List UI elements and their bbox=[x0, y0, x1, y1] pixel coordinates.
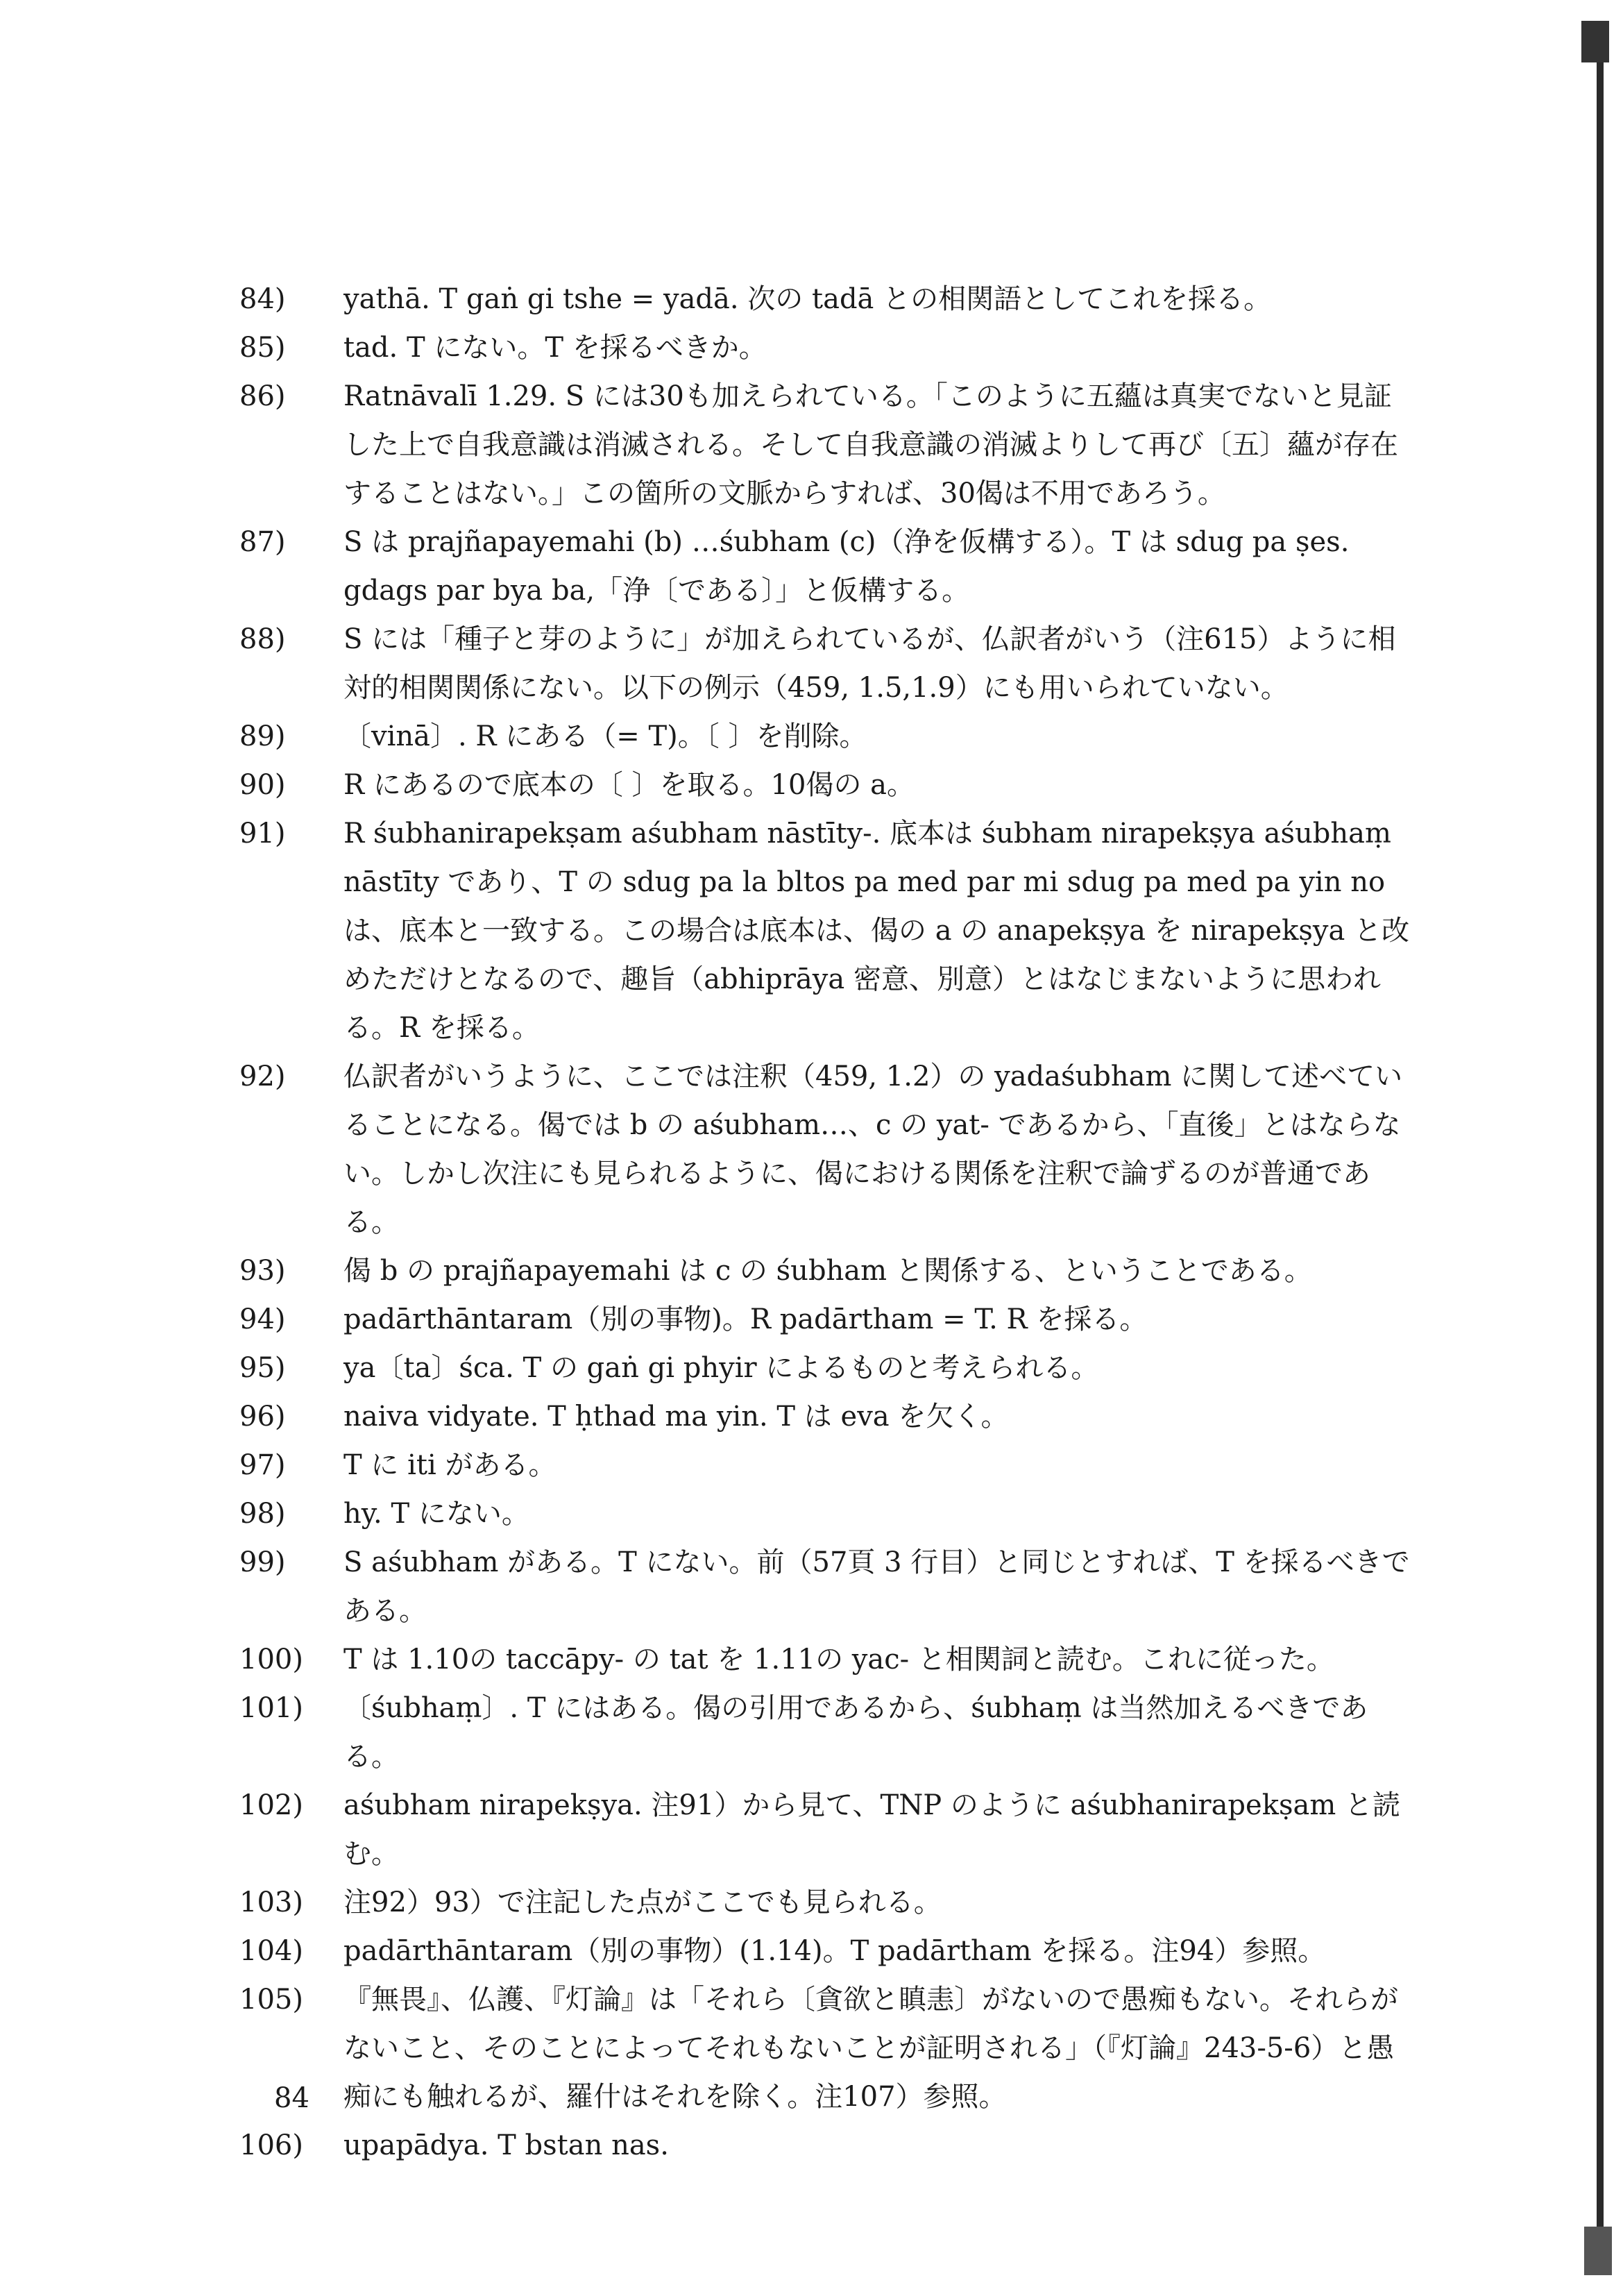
note-number: 92) bbox=[239, 1061, 286, 1092]
note-100 bbox=[239, 1635, 1419, 1684]
binding-edge-top bbox=[1581, 21, 1609, 62]
note-94 bbox=[239, 1295, 1419, 1344]
note-number: 90) bbox=[239, 769, 286, 801]
note-number: 98) bbox=[239, 1498, 286, 1530]
note-text: S は prajñapayemahi (b) …śubham (c)（浄を仮構する）。T は sdug pa ṣes. gdags par bya ba,「浄〔である〕」と仮構する。 bbox=[343, 526, 1350, 607]
note-text: S aśubham がある。T にない。前（57頁 3 行目）と同じとすれば、T を採るべきである。 bbox=[343, 1546, 1410, 1627]
note-number: 96) bbox=[239, 1401, 286, 1433]
note-93 bbox=[239, 1247, 1419, 1295]
note-87 bbox=[239, 518, 1419, 615]
note-103 bbox=[239, 1878, 1419, 1927]
binding-edge-shadow bbox=[1597, 21, 1604, 2263]
note-text: R にあるので底本の〔 〕を取る。10偈の a。 bbox=[343, 769, 915, 801]
note-number: 101) bbox=[239, 1692, 303, 1724]
note-text: Ratnāvalī 1.29. S には30も加えられている。「このように五蘊は真実でないと見証した上で自我意識は消滅される。そして自我意識の消滅よりして再び〔五〕蘊が存在することはない。」この箇所の文脈からすれば、30偈は不用であろう。 bbox=[343, 380, 1398, 509]
note-text: 偈 b の prajñapayemahi は c の śubham と関係する、ということである。 bbox=[343, 1255, 1312, 1287]
note-text: upapādya. T bstan nas. bbox=[343, 2129, 669, 2161]
note-91 bbox=[239, 809, 1419, 1052]
note-text: padārthāntaram（別の事物)。R padārtham = T. R を採る。 bbox=[343, 1303, 1148, 1335]
note-text: naiva vidyate. T ḥthad ma yin. T は eva を欠く。 bbox=[343, 1401, 1009, 1433]
note-90 bbox=[239, 761, 1419, 809]
page-number: 84 bbox=[274, 2082, 309, 2114]
note-number: 84) bbox=[239, 283, 286, 315]
note-number: 85) bbox=[239, 332, 286, 364]
note-text: 〔śubhaṃ〕. T にはある。偈の引用であるから、śubhaṃ は当然加えるべきである。 bbox=[343, 1692, 1368, 1773]
note-number: 100) bbox=[239, 1644, 303, 1675]
note-88 bbox=[239, 615, 1419, 712]
note-number: 99) bbox=[239, 1546, 286, 1578]
note-text: 〔vinā〕. R にある（= T)。〔 〕を削除。 bbox=[343, 720, 867, 752]
note-98 bbox=[239, 1489, 1419, 1538]
note-89 bbox=[239, 712, 1419, 761]
note-106 bbox=[239, 2121, 1419, 2170]
note-text: T は 1.10の taccāpy- の tat を 1.11の yac- と相関詞と読む。これに従った。 bbox=[343, 1644, 1334, 1675]
note-text: yathā. T gaṅ gi tshe = yadā. 次の tadā との相関語としてこれを採る。 bbox=[343, 283, 1272, 315]
note-number: 91) bbox=[239, 818, 286, 850]
note-105 bbox=[239, 1975, 1419, 2121]
note-text: 『無畏』、仏護、『灯論』は「それら〔貪欲と瞋恚〕がないので愚痴もない。それらがないこと、そのことによってそれもないことが証明される」（『灯論』243-5-6）と愚痴にも触れるが、羅什はそれを除く。注107）参照。 bbox=[343, 1984, 1398, 2113]
note-number: 87) bbox=[239, 526, 286, 558]
note-95 bbox=[239, 1344, 1419, 1392]
note-86 bbox=[239, 372, 1419, 518]
note-104 bbox=[239, 1927, 1419, 1975]
note-text: hy. T にない。 bbox=[343, 1498, 529, 1530]
note-number: 97) bbox=[239, 1449, 286, 1481]
note-number: 95) bbox=[239, 1352, 286, 1384]
note-number: 89) bbox=[239, 720, 286, 752]
note-85 bbox=[239, 323, 1419, 372]
note-number: 103) bbox=[239, 1886, 303, 1918]
note-number: 105) bbox=[239, 1984, 303, 2016]
note-number: 93) bbox=[239, 1255, 286, 1287]
note-number: 88) bbox=[239, 623, 286, 655]
note-text: 仏訳者がいうように、ここでは注釈（459, 1.2）の yadaśubham に関して述べていることになる。偈では b の aśubham…、c の yat- であるから、「直後」とはならない。しかし次注にも見られるように、偈における関係を注釈で論ずるのが普通である。 bbox=[343, 1061, 1403, 1238]
note-text: aśubham nirapekṣya. 注91）から見て、TNP のように aśubhanirapekṣam と読む。 bbox=[343, 1789, 1400, 1870]
note-84 bbox=[239, 275, 1419, 323]
note-text: 注92）93）で注記した点がここでも見られる。 bbox=[343, 1886, 942, 1918]
note-number: 86) bbox=[239, 380, 286, 412]
note-92 bbox=[239, 1052, 1419, 1247]
note-text: ya〔ta〕śca. T の gaṅ gi phyir によるものと考えられる。 bbox=[343, 1352, 1099, 1384]
note-text: T に iti がある。 bbox=[343, 1449, 556, 1481]
binding-edge-bottom bbox=[1584, 2227, 1612, 2275]
notes-list bbox=[239, 275, 1419, 2170]
note-96 bbox=[239, 1392, 1419, 1441]
note-99 bbox=[239, 1538, 1419, 1635]
note-text: padārthāntaram（別の事物）(1.14)。T padārtham を採る。注94）参照。 bbox=[343, 1935, 1326, 1967]
note-102 bbox=[239, 1781, 1419, 1878]
note-number: 104) bbox=[239, 1935, 303, 1967]
note-text: tad. T にない。T を採るべきか。 bbox=[343, 332, 767, 364]
note-number: 94) bbox=[239, 1303, 286, 1335]
note-number: 106) bbox=[239, 2129, 303, 2161]
note-text: R śubhanirapekṣam aśubham nāstīty-. 底本は śubham nirapekṣya aśubhaṃ nāstīty であり、T の sdug pa la bltos pa med par mi sdug pa med pa yin no は、底本と一致する。この場合は底本は、偈の a の anapekṣya を nirapekṣya と改めただけとなるので、趣旨（abhiprāya 密意、別意）とはなじまないように思われる。R を採る。 bbox=[343, 818, 1410, 1044]
note-97 bbox=[239, 1441, 1419, 1489]
note-text: S には「種子と芽のように」が加えられているが、仏訳者がいう（注615）ように相対的相関関係にない。以下の例示（459, 1.5,1.9）にも用いられていない。 bbox=[343, 623, 1396, 704]
note-101 bbox=[239, 1684, 1419, 1781]
note-number: 102) bbox=[239, 1789, 303, 1821]
